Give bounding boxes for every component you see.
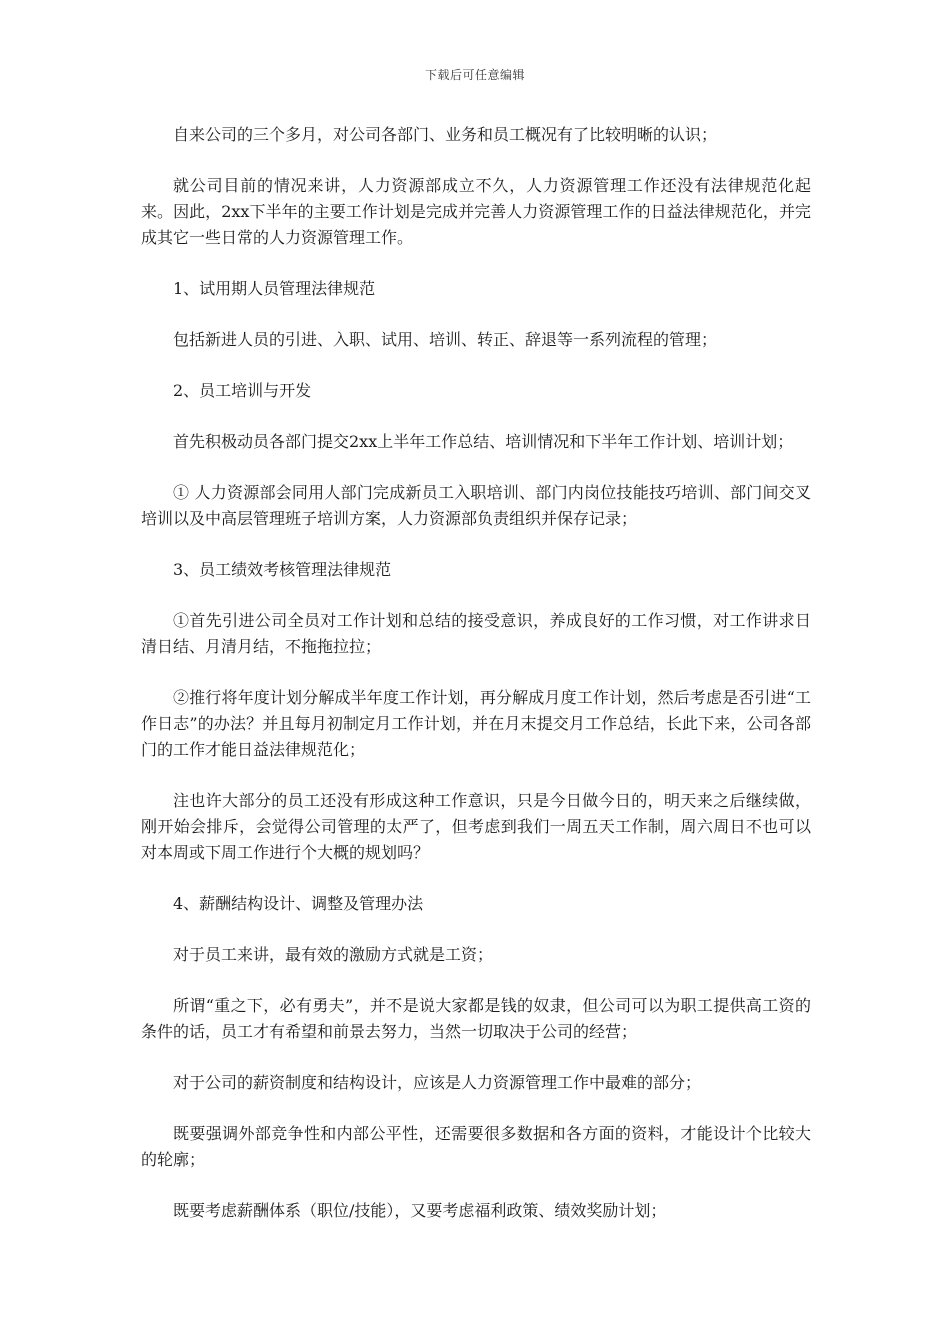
paragraph: 既要考虑薪酬体系（职位/技能），又要考虑福利政策、绩效奖励计划；	[173, 1201, 667, 1220]
section-heading-3: 3、员工绩效考核管理法律规范	[173, 560, 392, 579]
document-body	[141, 122, 811, 1249]
section-heading-2: 2、员工培训与开发	[173, 381, 312, 400]
paragraph: 既要强调外部竞争性和内部公平性，还需要很多数据和各方面的资料，才能设计个比较大的轮廓；	[141, 1124, 811, 1169]
page-header: 下载后可任意编辑	[424, 68, 525, 82]
paragraph: 对于公司的薪资制度和结构设计，应该是人力资源管理工作中最难的部分；	[173, 1073, 702, 1092]
paragraph-situation: 就公司目前的情况来讲，人力资源部成立不久，人力资源管理工作还没有法律规范化起来。因此，2xx下半年的主要工作计划是完成并完善人力资源管理工作的日益法律规范化，并完成其它一些日常的人力资源管理工作。	[141, 176, 811, 247]
section-heading-1: 1、试用期人员管理法律规范	[173, 279, 376, 298]
paragraph: 注也许大部分的员工还没有形成这种工作意识，只是今日做今日的，明天来之后继续做，刚开始会排斥，会觉得公司管理的太严了，但考虑到我们一周五天工作制，周六周日不也可以对本周或下周工作进行个大概的规划吗？	[141, 791, 811, 862]
paragraph: ① 人力资源部会同用人部门完成新员工入职培训、部门内岗位技能技巧培训、部门间交叉培训以及中高层管理班子培训方案，人力资源部负责组织并保存记录；	[141, 483, 811, 528]
paragraph: 所谓“重之下，必有勇夫”，并不是说大家都是钱的奴隶，但公司可以为职工提供高工资的条件的话，员工才有希望和前景去努力，当然一切取决于公司的经营；	[141, 996, 811, 1041]
paragraph: ①首先引进公司全员对工作计划和总结的接受意识，养成良好的工作习惯，对工作讲求日清日结、月清月结，不拖拖拉拉；	[141, 611, 811, 656]
paragraph-intro: 自来公司的三个多月，对公司各部门、业务和员工概况有了比较明晰的认识；	[173, 125, 718, 144]
paragraph: 首先积极动员各部门提交2xx上半年工作总结、培训情况和下半年工作计划、培训计划；	[173, 432, 794, 451]
paragraph: 包括新进人员的引进、入职、试用、培训、转正、辞退等一系列流程的管理；	[173, 330, 718, 349]
paragraph: 对于员工来讲，最有效的激励方式就是工资；	[173, 945, 494, 964]
section-heading-4: 4、薪酬结构设计、调整及管理办法	[173, 894, 424, 913]
paragraph: ②推行将年度计划分解成半年度工作计划，再分解成月度工作计划，然后考虑是否引进“工作日志”的办法？并且每月初制定月工作计划，并在月末提交月工作总结，长此下来，公司各部门的工作才能日益法律规范化；	[141, 688, 811, 759]
